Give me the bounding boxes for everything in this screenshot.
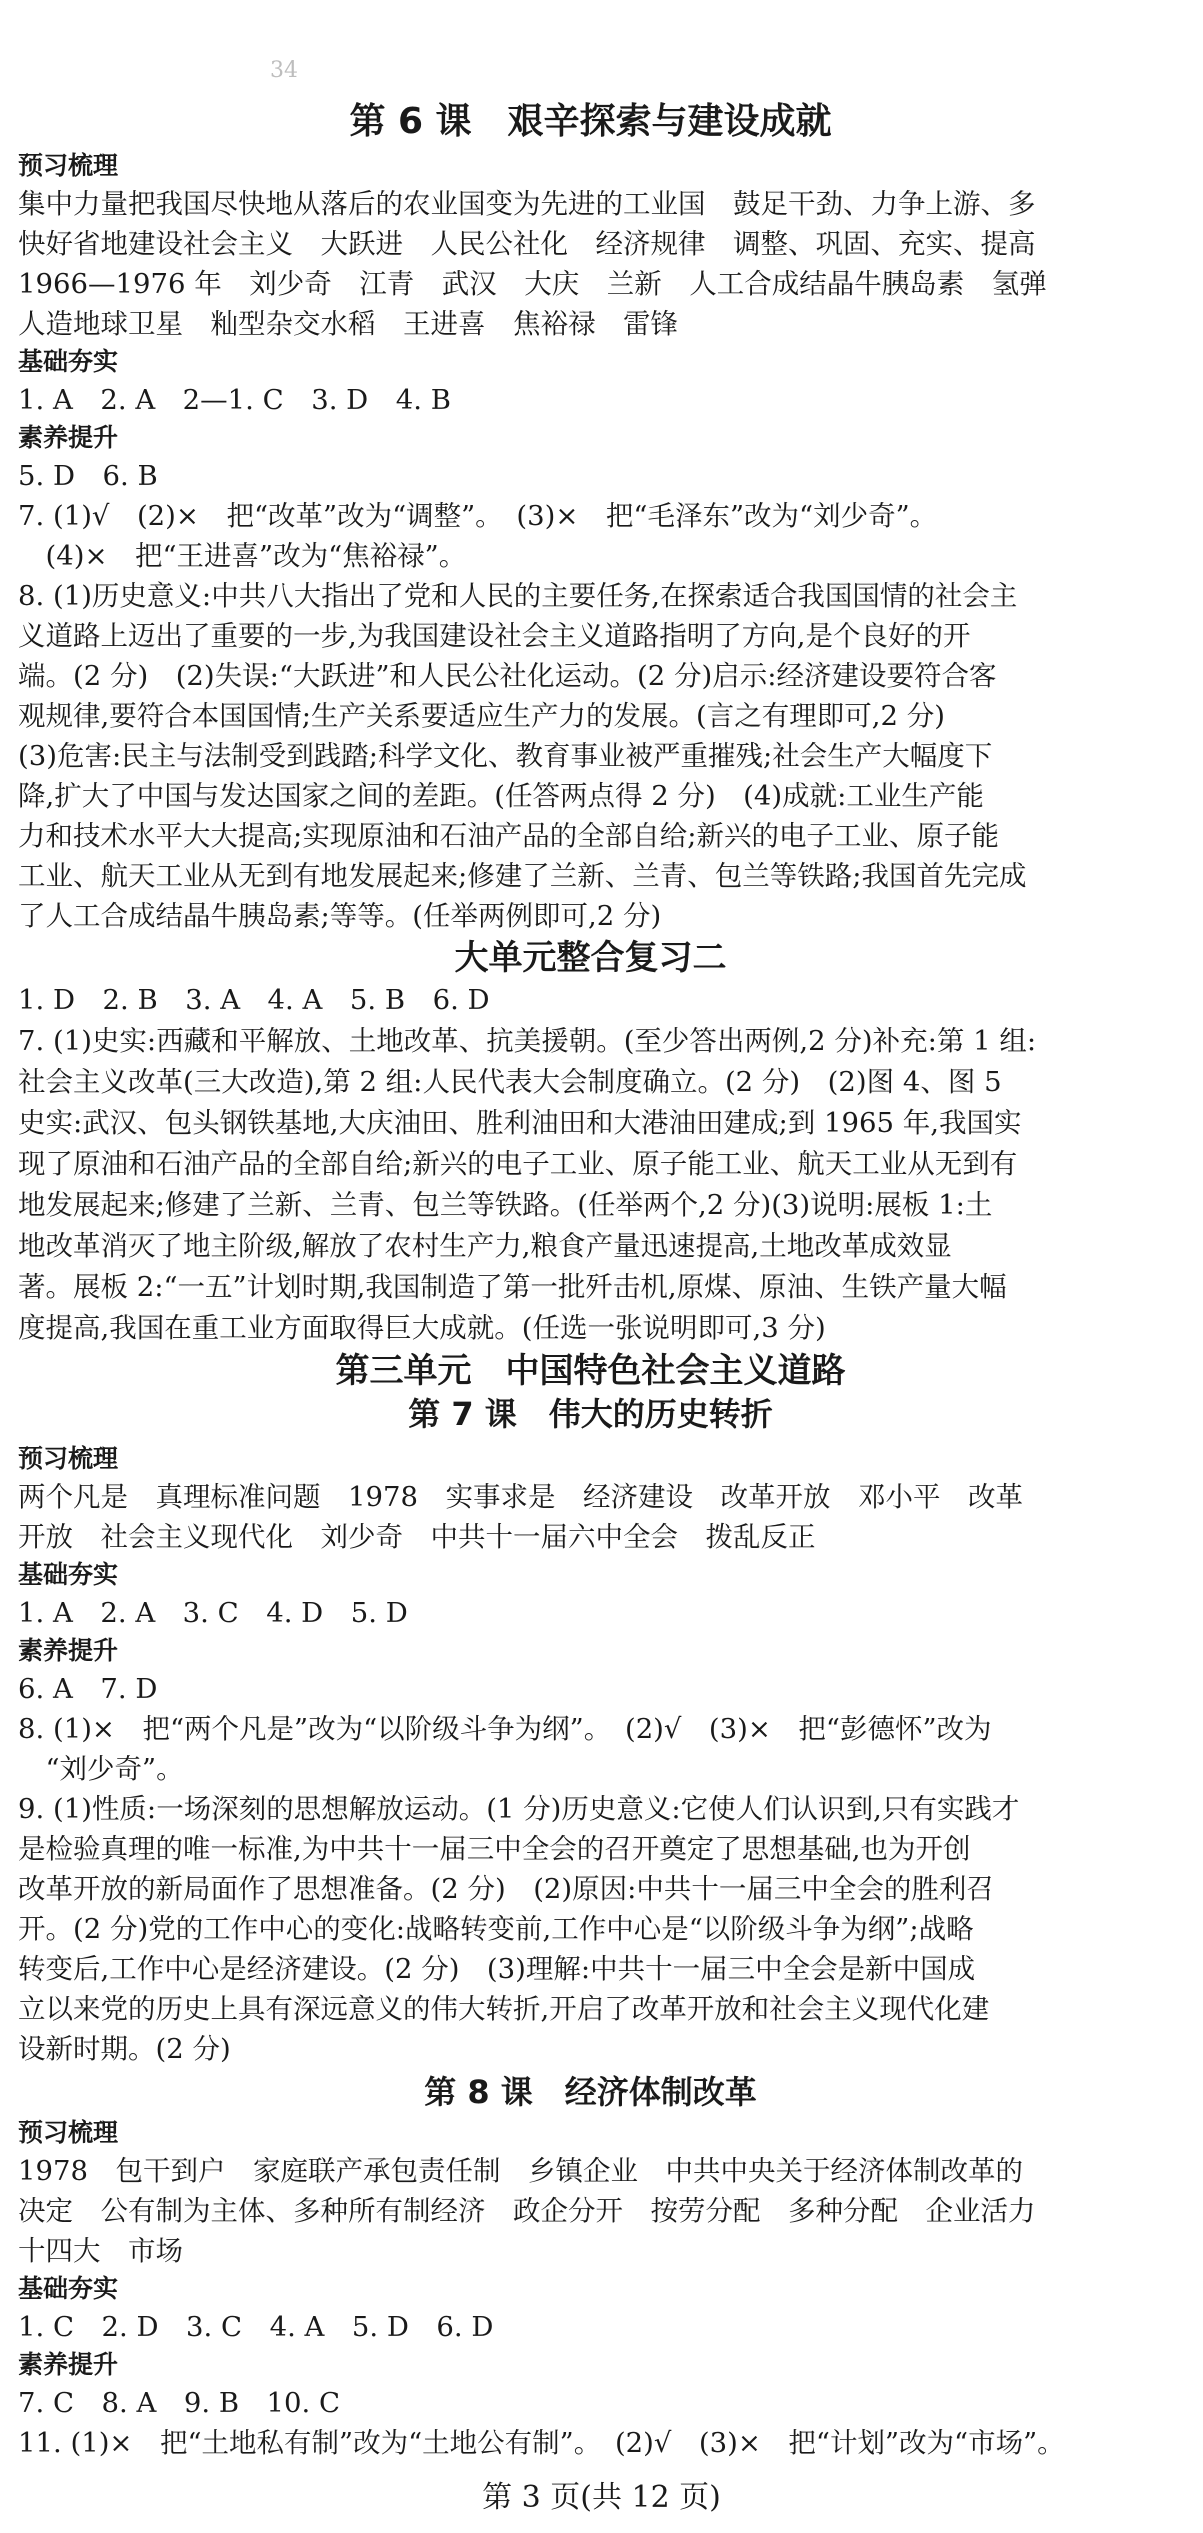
lesson6-yuxi-line: 集中力量把我国尽快地从落后的农业国变为先进的工业国 鼓足干劲、力争上游、多 <box>18 188 1036 220</box>
lesson6-suyang-heading: 素养提升 <box>18 423 119 452</box>
lesson6-suyang-line: 观规律,要符合本国国情;生产关系要适应生产力的发展。(言之有理即可,2 分) <box>18 700 945 732</box>
lesson6-suyang-line: 降,扩大了中国与发达国家之间的差距。(任答两点得 2 分) (4)成就:工业生产能 <box>18 780 984 812</box>
lesson7-suyang-line: 6. A 7. D <box>18 1673 158 1705</box>
review2-line: 1. D 2. B 3. A 4. A 5. B 6. D <box>18 984 490 1016</box>
lesson7-suyang-line: 转变后,工作中心是经济建设。(2 分) (3)理解:中共十一届三中全会是新中国成 <box>18 1953 976 1985</box>
lesson6-suyang-line: 8. (1)历史意义:中共八大指出了党和人民的主要任务,在探索适合我国国情的社会主 <box>18 580 1018 612</box>
page-footer: 第 3 页(共 12 页) <box>482 2480 721 2515</box>
lesson8-jichu-answers: 1. C 2. D 3. C 4. A 5. D 6. D <box>18 2311 494 2343</box>
lesson7-suyang-line: “刘少奇”。 <box>18 1753 184 1785</box>
review2-line: 地发展起来;修建了兰新、兰青、包兰等铁路。(任举两个,2 分)(3)说明:展板 1:土 <box>18 1189 993 1221</box>
lesson7-suyang-line: 8. (1)× 把“两个凡是”改为“以阶级斗争为纲”。 (2)√ (3)× 把“彭德怀”改为 <box>18 1713 992 1745</box>
lesson7-yuxi-heading: 预习梳理 <box>18 1444 119 1473</box>
lesson7-suyang-line: 改革开放的新局面作了思想准备。(2 分) (2)原因:中共十一届三中全会的胜利召 <box>18 1873 994 1905</box>
lesson8-yuxi-heading: 预习梳理 <box>18 2118 119 2147</box>
lesson7-suyang-line: 是检验真理的唯一标准,为中共十一届三中全会的召开奠定了思想基础,也为开创 <box>18 1833 971 1865</box>
lesson7-suyang-line: 9. (1)性质:一场深刻的思想解放运动。(1 分)历史意义:它使人们认识到,只有实践才 <box>18 1793 1020 1825</box>
lesson8-suyang-line: 11. (1)× 把“土地私有制”改为“土地公有制”。 (2)√ (3)× 把“计划”改为“市场”。 <box>18 2427 1065 2459</box>
lesson8-jichu-heading: 基础夯实 <box>18 2274 119 2303</box>
review2-title: 大单元整合复习二 <box>454 938 727 978</box>
lesson6-suyang-line: (3)危害:民主与法制受到践踏;科学文化、教育事业被严重摧残;社会生产大幅度下 <box>18 740 993 772</box>
lesson7-suyang-line: 设新时期。(2 分) <box>18 2033 231 2065</box>
lesson7-suyang-line: 开。(2 分)党的工作中心的变化:战略转变前,工作中心是“以阶级斗争为纲”;战略 <box>18 1913 974 1945</box>
lesson7-jichu-answers: 1. A 2. A 3. C 4. D 5. D <box>18 1597 408 1629</box>
lesson6-suyang-line: 工业、航天工业从无到有地发展起来;修建了兰新、兰青、包兰等铁路;我国首先完成 <box>18 860 1027 892</box>
lesson7-yuxi-line: 两个凡是 真理标准问题 1978 实事求是 经济建设 改革开放 邓小平 改革 <box>18 1481 1023 1513</box>
review2-line: 地改革消灭了地主阶级,解放了农村生产力,粮食产量迅速提高,土地改革成效显 <box>18 1230 952 1262</box>
lesson6-yuxi-line: 1966—1976 年 刘少奇 江青 武汉 大庆 兰新 人工合成结晶牛胰岛素 氢弹 <box>18 268 1047 300</box>
lesson6-suyang-line: 义道路上迈出了重要的一步,为我国建设社会主义道路指明了方向,是个良好的开 <box>18 620 971 652</box>
lesson7-suyang-heading: 素养提升 <box>18 1636 119 1665</box>
review2-line: 现了原油和石油产品的全部自给;新兴的电子工业、原子能工业、航天工业从无到有 <box>18 1148 1018 1180</box>
lesson7-jichu-heading: 基础夯实 <box>18 1560 119 1589</box>
lesson6-jichu-answers: 1. A 2. A 2—1. C 3. D 4. B <box>18 384 451 416</box>
unit3-title: 第三单元 中国特色社会主义道路 <box>335 1351 846 1391</box>
review2-line: 度提高,我国在重工业方面取得巨大成就。(任选一张说明即可,3 分) <box>18 1312 826 1344</box>
review2-line: 著。展板 2:“一五”计划时期,我国制造了第一批歼击机,原煤、原油、生铁产量大幅 <box>18 1271 1007 1303</box>
lesson6-suyang-line: 5. D 6. B <box>18 460 158 492</box>
lesson8-yuxi-line: 决定 公有制为主体、多种所有制经济 政企分开 按劳分配 多种分配 企业活力 <box>18 2195 1036 2227</box>
lesson8-suyang-heading: 素养提升 <box>18 2350 119 2379</box>
lesson8-title: 第 8 课 经济体制改革 <box>424 2073 757 2111</box>
lesson6-suyang-line: 端。(2 分) (2)失误:“大跃进”和人民公社化运动。(2 分)启示:经济建设要符合客 <box>18 660 997 692</box>
lesson6-yuxi-heading: 预习梳理 <box>18 151 119 180</box>
lesson6-yuxi-line: 快好省地建设社会主义 大跃进 人民公社化 经济规律 调整、巩固、充实、提高 <box>18 228 1036 260</box>
lesson6-suyang-line: 力和技术水平大大提高;实现原油和石油产品的全部自给;新兴的电子工业、原子能 <box>18 820 1000 852</box>
corner-mark: 34 <box>270 58 298 83</box>
lesson7-yuxi-line: 开放 社会主义现代化 刘少奇 中共十一届六中全会 拨乱反正 <box>18 1521 816 1553</box>
lesson7-title: 第 7 课 伟大的历史转折 <box>408 1395 773 1433</box>
lesson8-yuxi-line: 1978 包干到户 家庭联产承包责任制 乡镇企业 中共中央关于经济体制改革的 <box>18 2155 1023 2187</box>
lesson6-jichu-heading: 基础夯实 <box>18 347 119 376</box>
review2-line: 史实:武汉、包头钢铁基地,大庆油田、胜利油田和大港油田建成;到 1965 年,我国实 <box>18 1107 1022 1139</box>
lesson6-suyang-line: 了人工合成结晶牛胰岛素;等等。(任举两例即可,2 分) <box>18 900 662 932</box>
review2-line: 社会主义改革(三大改造),第 2 组:人民代表大会制度确立。(2 分) (2)图 4、图 5 <box>18 1066 1002 1098</box>
lesson6-suyang-line: (4)× 把“王进喜”改为“焦裕禄”。 <box>18 540 467 572</box>
lesson8-yuxi-line: 十四大 市场 <box>18 2235 183 2267</box>
lesson6-suyang-line: 7. (1)√ (2)× 把“改革”改为“调整”。 (3)× 把“毛泽东”改为“刘少奇”。 <box>18 500 938 532</box>
review2-line: 7. (1)史实:西藏和平解放、土地改革、抗美援朝。(至少答出两例,2 分)补充:第 1 组: <box>18 1025 1037 1057</box>
lesson8-suyang-line: 7. C 8. A 9. B 10. C <box>18 2387 341 2419</box>
lesson7-suyang-line: 立以来党的历史上具有深远意义的伟大转折,开启了改革开放和社会主义现代化建 <box>18 1993 990 2025</box>
lesson6-yuxi-line: 人造地球卫星 籼型杂交水稻 王进喜 焦裕禄 雷锋 <box>18 308 678 340</box>
lesson6-title: 第 6 课 艰辛探索与建设成就 <box>349 101 832 142</box>
